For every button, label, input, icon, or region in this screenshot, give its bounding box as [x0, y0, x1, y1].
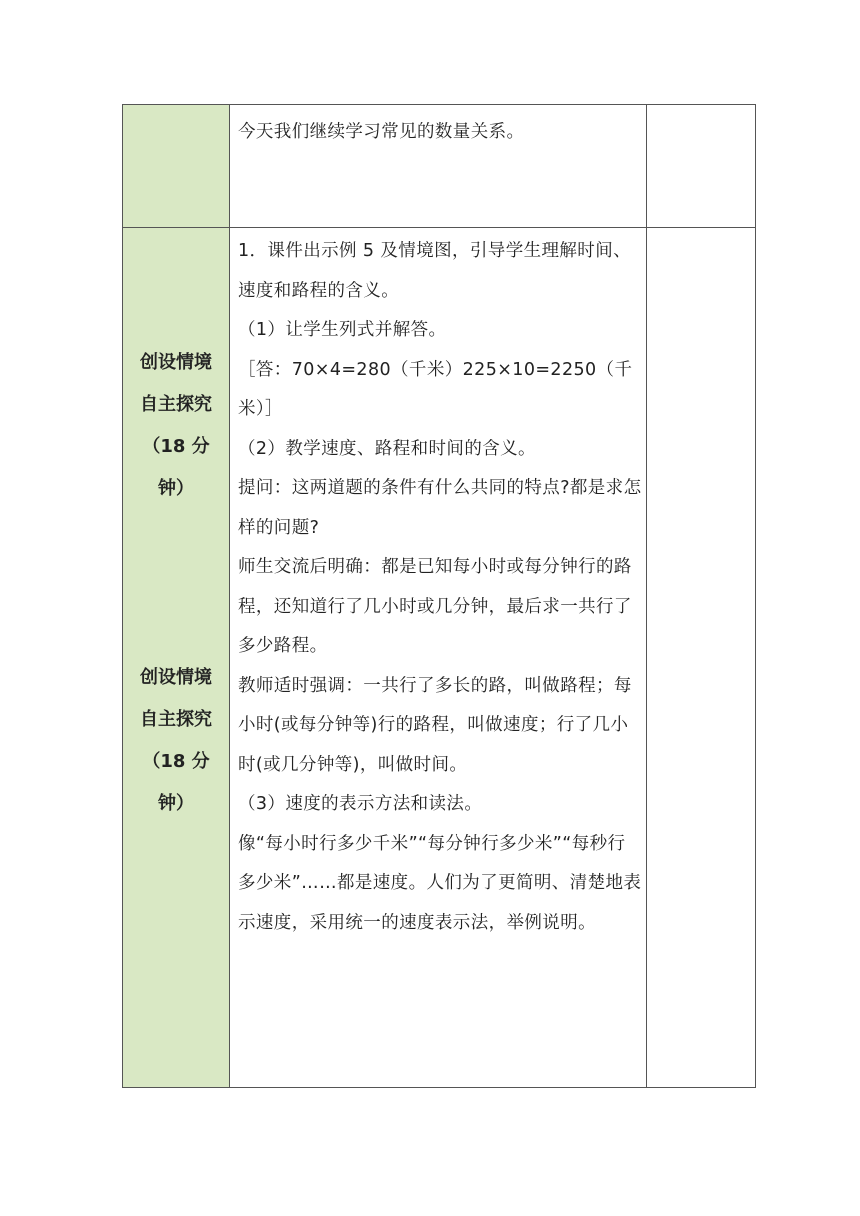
stage-label-line: 创设情境 — [140, 667, 212, 688]
paragraph: 1．课件出示例 5 及情境图，引导学生理解时间、速度和路程的含义。 — [238, 241, 631, 301]
stage-label — [123, 510, 229, 825]
paragraph: （1）让学生列式并解答。 — [238, 320, 447, 340]
stage-label-cell — [123, 105, 230, 228]
stage-label-line: 自主探究 — [140, 394, 212, 415]
content-cell — [230, 105, 647, 228]
paragraph: 提问：这两道题的条件有什么共同的特点?都是求怎样的问题? — [238, 478, 642, 538]
notes-cell — [647, 105, 756, 228]
stage-label — [123, 228, 229, 510]
table-row — [123, 228, 756, 1088]
paragraph: （2）教学速度、路程和时间的含义。 — [238, 438, 536, 459]
notes-cell — [647, 228, 756, 1088]
content-cell — [230, 228, 647, 1088]
lesson-plan-table — [122, 104, 756, 1088]
paragraph: ［答：70×4=280（千米）225×10=2250（千米）］ — [238, 359, 633, 419]
table-row — [123, 105, 756, 228]
stage-label-line: （18 分 — [142, 751, 210, 772]
paragraph: 教师适时强调：一共行了多长的路，叫做路程；每小时(或每分钟等)行的路程，叫做速度；行了几小时(或几分钟等)，叫做时间。 — [238, 675, 632, 775]
stage-label-line: （18 分 — [142, 436, 210, 457]
stage-label-line: 自主探究 — [140, 709, 212, 730]
stage-label-line: 钟） — [158, 478, 194, 499]
paragraph: 师生交流后明确：都是已知每小时或每分钟行的路程，还知道行了几小时或几分钟，最后求一共行了多少路程。 — [238, 557, 632, 656]
stage-label-line: 创设情境 — [140, 352, 212, 373]
stage-label-line: 钟） — [158, 793, 194, 814]
paragraph: 像“每小时行多少千米”“每分钟行多少米”“每秒行多少米”……都是速度。人们为了更简明、清楚地表示速度，采用统一的速度表示法，举例说明。 — [238, 833, 642, 933]
stage-label-cell — [123, 228, 230, 1088]
paragraph: （3）速度的表示方法和读法。 — [238, 794, 483, 814]
intro-text: 今天我们继续学习常见的数量关系。 — [238, 122, 525, 142]
